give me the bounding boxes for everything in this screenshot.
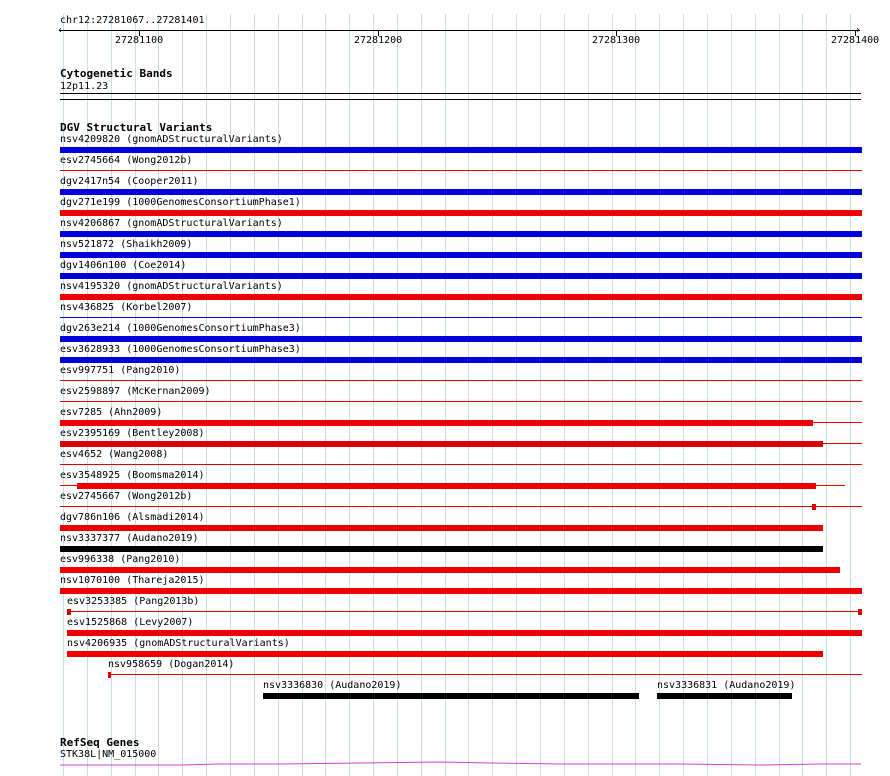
ruler-tick-label: 27281200 bbox=[354, 35, 403, 46]
cytoband-label: 12p11.23 bbox=[60, 81, 109, 92]
dgv-feature-bar[interactable] bbox=[60, 464, 862, 465]
dgv-feature-line[interactable] bbox=[108, 674, 862, 675]
dgv-feature-label[interactable]: dgv271e199 (1000GenomesConsortiumPhase1) bbox=[60, 197, 301, 208]
dgv-feature-bar[interactable] bbox=[60, 231, 862, 237]
cytoband-line bbox=[60, 99, 861, 100]
grid-line bbox=[325, 14, 326, 776]
dgv-feature-bar[interactable] bbox=[60, 252, 862, 258]
dgv-feature-bar[interactable] bbox=[67, 609, 71, 615]
dgv-feature-bar[interactable] bbox=[60, 317, 862, 318]
grid-line bbox=[349, 14, 350, 776]
ruler-range-label: chr12:27281067..27281401 bbox=[60, 15, 205, 26]
ruler-tick-label: 27281300 bbox=[592, 35, 641, 46]
grid-line bbox=[564, 14, 565, 776]
grid-line bbox=[707, 14, 708, 776]
dgv-feature-label[interactable]: nsv4206867 (gnomADStructuralVariants) bbox=[60, 218, 283, 229]
grid-line bbox=[397, 14, 398, 776]
dgv-feature-label[interactable]: esv2745664 (Wong2012b) bbox=[60, 155, 193, 166]
dgv-feature-bar[interactable] bbox=[60, 336, 862, 342]
dgv-feature-bar[interactable] bbox=[812, 504, 816, 510]
dgv-feature-bar[interactable] bbox=[60, 189, 862, 195]
grid-line bbox=[373, 14, 374, 776]
dgv-feature-label[interactable]: esv2745667 (Wong2012b) bbox=[60, 491, 193, 502]
dgv-feature-label[interactable]: dgv263e214 (1000GenomesConsortiumPhase3) bbox=[60, 323, 301, 334]
dgv-feature-label[interactable]: nsv4206935 (gnomADStructuralVariants) bbox=[67, 638, 290, 649]
dgv-feature-label[interactable]: esv3548925 (Boomsma2014) bbox=[60, 470, 205, 481]
dgv-feature-bar[interactable] bbox=[60, 546, 823, 552]
grid-line bbox=[516, 14, 517, 776]
grid-line bbox=[254, 14, 255, 776]
dgv-feature-bar[interactable] bbox=[60, 420, 813, 426]
dgv-feature-bar[interactable] bbox=[67, 651, 823, 657]
dgv-feature-line[interactable] bbox=[60, 506, 862, 507]
dgv-feature-label[interactable]: dgv786n106 (Alsmadi2014) bbox=[60, 512, 205, 523]
dgv-feature-bar[interactable] bbox=[60, 567, 840, 573]
dgv-feature-label[interactable]: esv2598897 (McKernan2009) bbox=[60, 386, 211, 397]
dgv-feature-bar[interactable] bbox=[60, 441, 823, 447]
dgv-feature-bar[interactable] bbox=[60, 294, 862, 300]
grid-line bbox=[731, 14, 732, 776]
dgv-feature-bar[interactable] bbox=[858, 609, 862, 615]
dgv-feature-line[interactable] bbox=[67, 611, 862, 612]
dgv-feature-bar[interactable] bbox=[263, 693, 639, 699]
dgv-feature-bar[interactable] bbox=[60, 380, 862, 381]
ruler-left-arrow-icon[interactable]: ‹ bbox=[57, 25, 64, 36]
dgv-feature-label[interactable]: esv3253385 (Pang2013b) bbox=[67, 596, 200, 607]
dgv-feature-bar[interactable] bbox=[108, 672, 111, 678]
dgv-feature-label[interactable]: nsv521872 (Shaikh2009) bbox=[60, 239, 193, 250]
cytoband-track-title[interactable]: Cytogenetic Bands bbox=[60, 67, 173, 80]
dgv-feature-bar[interactable] bbox=[60, 401, 862, 402]
refseq-track-title[interactable]: RefSeq Genes bbox=[60, 736, 140, 749]
grid-line bbox=[755, 14, 756, 776]
grid-line bbox=[826, 14, 827, 776]
ruler-tick-label: 27281400 bbox=[831, 35, 880, 46]
grid-line bbox=[635, 14, 636, 776]
dgv-feature-label[interactable]: nsv958659 (Dogan2014) bbox=[108, 659, 235, 670]
dgv-feature-bar[interactable] bbox=[60, 357, 862, 363]
dgv-feature-label[interactable]: nsv1070100 (Thareja2015) bbox=[60, 575, 205, 586]
ruler-tick-label: 27281100 bbox=[115, 35, 164, 46]
dgv-feature-bar[interactable] bbox=[60, 170, 862, 171]
dgv-feature-bar[interactable] bbox=[60, 147, 862, 153]
grid-line bbox=[802, 14, 803, 776]
dgv-feature-label[interactable]: esv1525868 (Levy2007) bbox=[67, 617, 194, 628]
grid-line bbox=[468, 14, 469, 776]
grid-line bbox=[421, 14, 422, 776]
dgv-feature-label[interactable]: esv2395169 (Bentley2008) bbox=[60, 428, 205, 439]
dgv-feature-label[interactable]: nsv3336831 (Audano2019) bbox=[657, 680, 796, 691]
dgv-feature-bar[interactable] bbox=[67, 630, 862, 636]
grid-line bbox=[612, 14, 613, 776]
dgv-feature-bar[interactable] bbox=[77, 483, 816, 489]
grid-line bbox=[659, 14, 660, 776]
grid-line bbox=[445, 14, 446, 776]
dgv-feature-label[interactable]: nsv4209820 (gnomADStructuralVariants) bbox=[60, 134, 283, 145]
dgv-feature-label[interactable]: nsv3336830 (Audano2019) bbox=[263, 680, 402, 691]
dgv-track-title[interactable]: DGV Structural Variants bbox=[60, 121, 213, 134]
grid-line bbox=[278, 14, 279, 776]
grid-line bbox=[588, 14, 589, 776]
dgv-feature-label[interactable]: esv3628933 (1000GenomesConsortiumPhase3) bbox=[60, 344, 301, 355]
cytoband-line bbox=[60, 93, 861, 94]
dgv-feature-label[interactable]: esv996338 (Pang2010) bbox=[60, 554, 181, 565]
ruler-axis bbox=[60, 30, 860, 31]
dgv-feature-bar[interactable] bbox=[60, 273, 862, 279]
grid-line bbox=[850, 14, 851, 776]
ruler-right-arrow-icon[interactable]: › bbox=[855, 25, 862, 36]
dgv-feature-bar[interactable] bbox=[60, 525, 823, 531]
dgv-feature-label[interactable]: esv7285 (Ahn2009) bbox=[60, 407, 163, 418]
grid-line bbox=[779, 14, 780, 776]
dgv-feature-label[interactable]: nsv4195320 (gnomADStructuralVariants) bbox=[60, 281, 283, 292]
dgv-feature-bar[interactable] bbox=[60, 588, 862, 594]
dgv-feature-label[interactable]: nsv3337377 (Audano2019) bbox=[60, 533, 199, 544]
grid-line bbox=[683, 14, 684, 776]
dgv-feature-bar[interactable] bbox=[60, 210, 862, 216]
refseq-gene-label[interactable]: STK38L|NM_015000 bbox=[60, 749, 157, 760]
grid-line bbox=[492, 14, 493, 776]
dgv-feature-label[interactable]: esv4652 (Wang2008) bbox=[60, 449, 169, 460]
dgv-feature-label[interactable]: dgv1406n100 (Coe2014) bbox=[60, 260, 187, 271]
refseq-gene-line[interactable] bbox=[60, 758, 862, 770]
grid-line bbox=[302, 14, 303, 776]
dgv-feature-label[interactable]: dgv2417n54 (Cooper2011) bbox=[60, 176, 199, 187]
dgv-feature-bar[interactable] bbox=[657, 693, 792, 699]
dgv-feature-label[interactable]: nsv436825 (Korbel2007) bbox=[60, 302, 193, 313]
dgv-feature-label[interactable]: esv997751 (Pang2010) bbox=[60, 365, 181, 376]
grid-line bbox=[540, 14, 541, 776]
